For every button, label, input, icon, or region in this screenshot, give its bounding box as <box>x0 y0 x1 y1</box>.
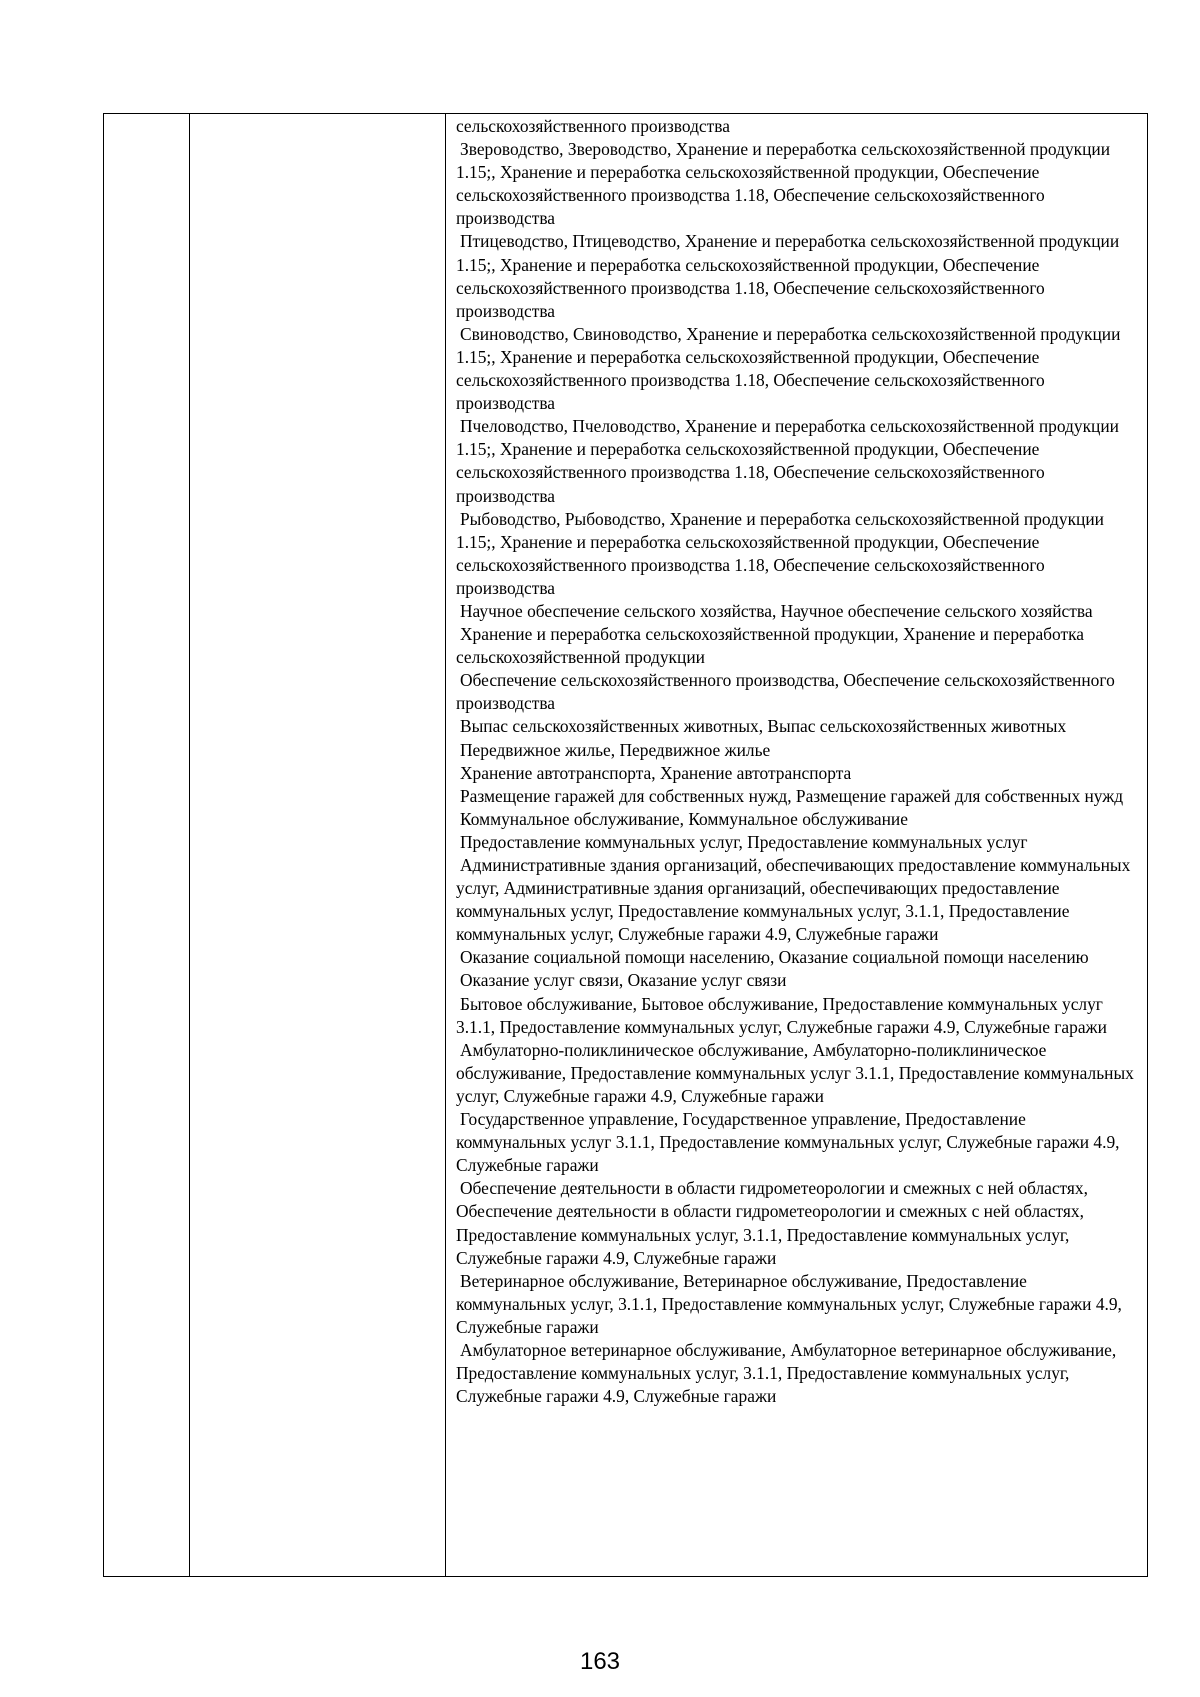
list-item: Птицеводство, Птицеводство, Хранение и переработка сельскохозяйственной продукции 1.15;, Хранение и переработка сельскохозяйственной продукции, Обеспечение сельскохозяйственного производства 1.18, Обеспечение сельскохозяйственного производства <box>456 231 1120 321</box>
list-item: Свиноводство, Свиноводство, Хранение и переработка сельскохозяйственной продукции 1.15;, Хранение и переработка сельскохозяйственной продукции, Обеспечение сельскохозяйственного производства 1.18, Обеспечение сельскохозяйственного производства <box>456 323 1121 414</box>
document-table <box>103 113 1148 1577</box>
list-item: Административные здания организаций, обеспечивающих предоставление коммунальных услуг, Административные здания организаций, обеспечивающих предоставление коммунальных услуг, Предоставление коммунальных услуг, 3.1.1, Предоставление коммунальных услуг, Служебные гаражи 4.9, Служебные гаражи <box>456 855 1131 945</box>
list-item: Хранение автотранспорта, Хранение автотранспорта <box>460 762 852 783</box>
table-cell-zone <box>190 114 446 1577</box>
list-item: Передвижное жилье, Передвижное жилье <box>460 739 771 760</box>
list-item: Обеспечение сельскохозяйственного производства, Обеспечение сельскохозяйственного производства <box>456 670 1115 714</box>
list-item: сельскохозяйственного производства <box>456 116 730 136</box>
list-item: Коммунальное обслуживание, Коммунальное обслуживание <box>460 808 908 829</box>
list-item: Бытовое обслуживание, Бытовое обслуживание, Предоставление коммунальных услуг 3.1.1, Предоставление коммунальных услуг, Служебные гаражи 4.9, Служебные гаражи <box>456 993 1107 1037</box>
list-item: Амбулаторное ветеринарное обслуживание, Амбулаторное ветеринарное обслуживание, Предоставление коммунальных услуг, 3.1.1, Предоставление коммунальных услуг, Служебные гаражи 4.9, Служебные гаражи <box>456 1339 1117 1407</box>
list-item: Оказание услуг связи, Оказание услуг связи <box>460 970 787 991</box>
list-item: Амбулаторно-поликлиническое обслуживание, Амбулаторно-поликлиническое обслуживание, Предоставление коммунальных услуг 3.1.1, Предоставление коммунальных услуг, Служебные гаражи 4.9, Служебные гаражи <box>456 1039 1134 1106</box>
list-item: Обеспечение деятельности в области гидрометеорологии и смежных с ней областях, Обеспечение деятельности в области гидрометеорологии и смежных с ней областях, Предоставление коммунальных услуг, 3.1.1, Предоставление коммунальных услуг, Служебные гаражи 4.9, Служебные гаражи <box>456 1178 1088 1268</box>
list-item: Пчеловодство, Пчеловодство, Хранение и переработка сельскохозяйственной продукции 1.15;, Хранение и переработка сельскохозяйственной продукции, Обеспечение сельскохозяйственного производства 1.18, Обеспечение сельскохозяйственного производства <box>456 416 1119 506</box>
list-item: Государственное управление, Государственное управление, Предоставление коммунальных услуг 3.1.1, Предоставление коммунальных услуг, Служебные гаражи 4.9, Служебные гаражи <box>456 1109 1120 1176</box>
table-cell-number <box>104 114 190 1577</box>
table-row <box>104 114 1148 1577</box>
list-item: Выпас сельскохозяйственных животных, Выпас сельскохозяйственных животных <box>460 716 1067 737</box>
page-number: 163 <box>579 1648 621 1675</box>
list-item: Ветеринарное обслуживание, Ветеринарное обслуживание, Предоставление коммунальных услуг, 3.1.1, Предоставление коммунальных услуг, Служебные гаражи 4.9, Служебные гаражи <box>456 1270 1122 1337</box>
list-item: Предоставление коммунальных услуг, Предоставление коммунальных услуг <box>460 831 1028 852</box>
list-item: Научное обеспечение сельского хозяйства, Научное обеспечение сельского хозяйства <box>460 600 1093 621</box>
list-item: Рыбоводство, Рыбоводство, Хранение и переработка сельскохозяйственной продукции 1.15;, Хранение и переработка сельскохозяйственной продукции, Обеспечение сельскохозяйственного производства 1.18, Обеспечение сельскохозяйственного производства <box>456 508 1104 598</box>
list-item: Хранение и переработка сельскохозяйственной продукции, Хранение и переработка сельскохозяйственной продукции <box>456 624 1084 668</box>
list-item: Оказание социальной помощи населению, Оказание социальной помощи населению <box>460 947 1089 968</box>
list-item: Звероводство, Звероводство, Хранение и переработка сельскохозяйственной продукции 1.15;, Хранение и переработка сельскохозяйственной продукции, Обеспечение сельскохозяйственного производства 1.18, Обеспечение сельскохозяйственного производства <box>456 139 1111 229</box>
list-item: Размещение гаражей для собственных нужд, Размещение гаражей для собственных нужд <box>460 785 1124 806</box>
table-cell-permitted-uses <box>446 114 1148 1577</box>
